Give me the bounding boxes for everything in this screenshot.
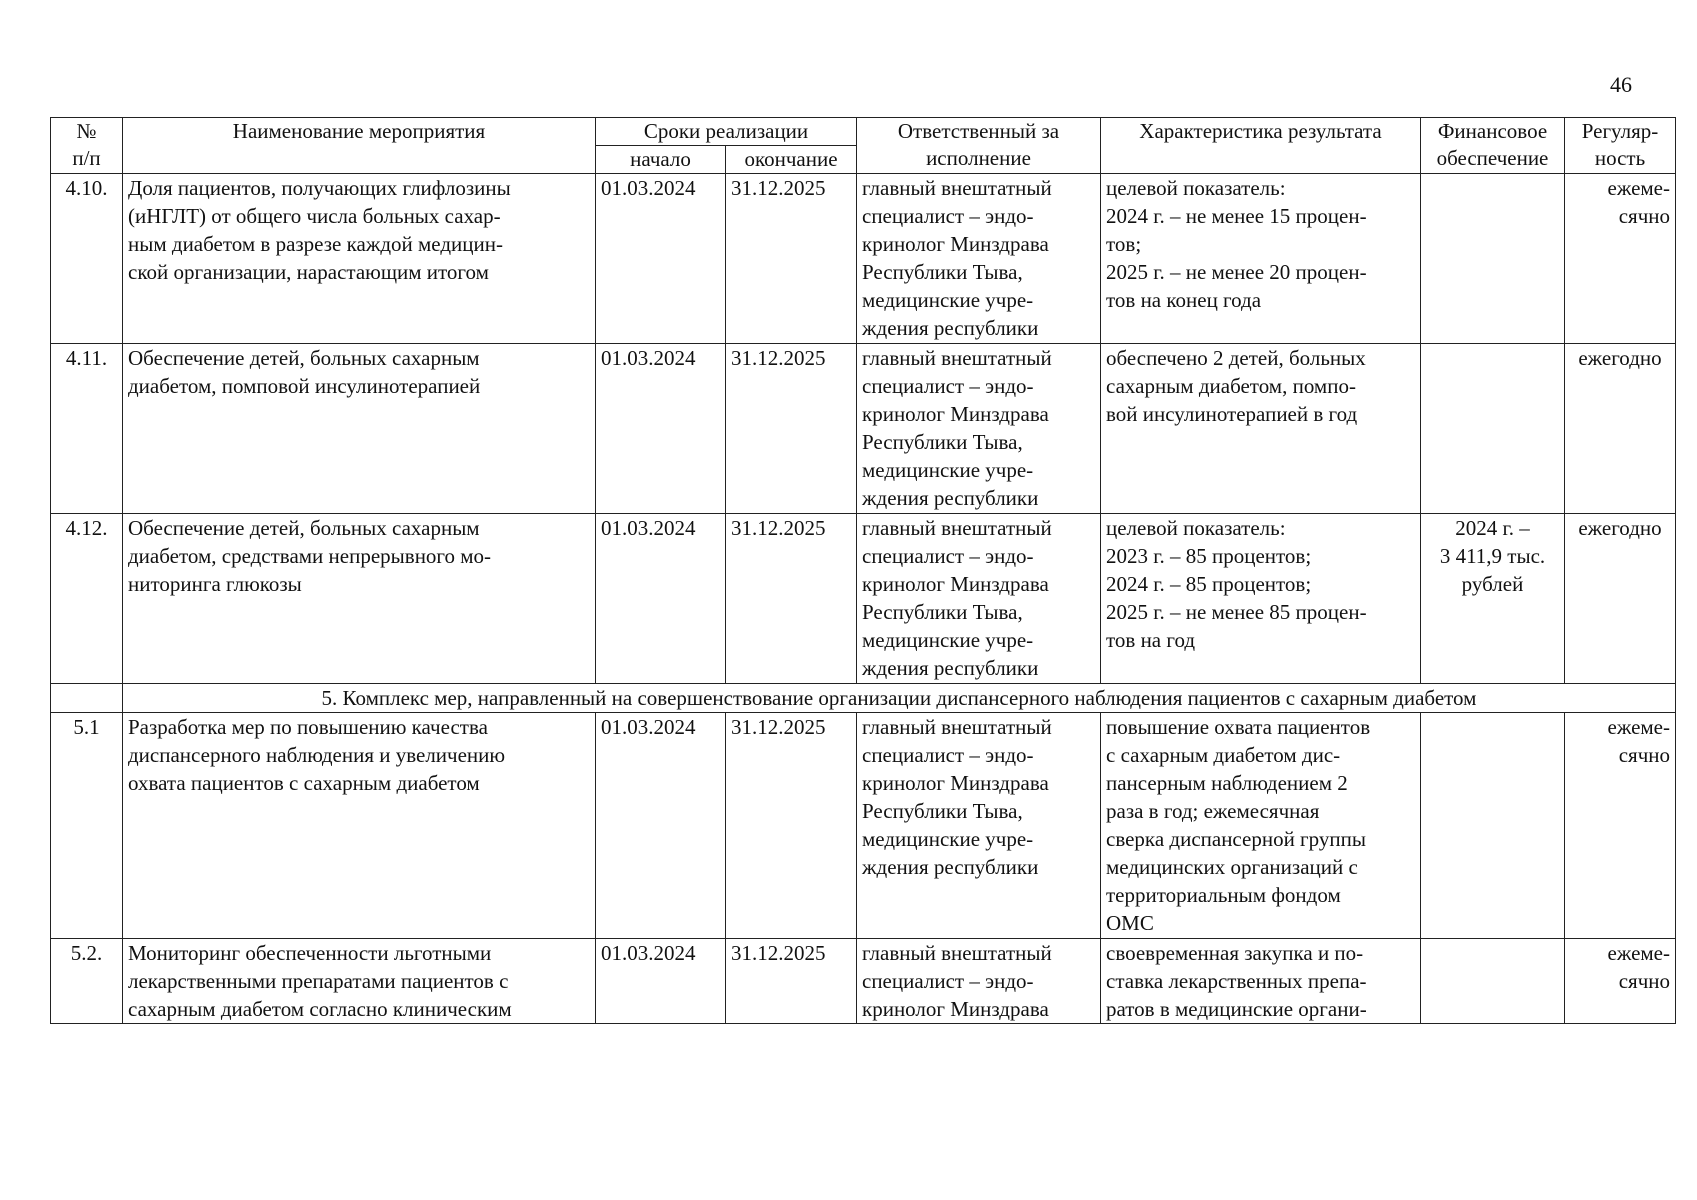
result-line: ратов в медицинские органи- [1106, 997, 1367, 1021]
result-line: с сахарным диабетом дис- [1106, 743, 1341, 767]
row-number: 4.11. [51, 344, 123, 514]
result-line: тов на конец года [1106, 288, 1262, 312]
header-num-line2: п/п [72, 146, 101, 170]
regularity [1565, 344, 1676, 514]
result-line: целевой показатель: [1106, 516, 1286, 540]
result [1101, 939, 1421, 1024]
table-row [51, 939, 1676, 1024]
start-date: 01.03.2024 [596, 713, 726, 939]
responsible-line: главный внештатный [862, 176, 1052, 200]
responsible-line: специалист – эндо- [862, 969, 1034, 993]
result-line: целевой показатель: [1106, 176, 1286, 200]
page-number: 46 [1610, 72, 1632, 97]
result-line: повышение охвата пациентов [1106, 715, 1371, 739]
result-line: вой инсулинотерапией в год [1106, 402, 1358, 426]
end-date: 31.12.2025 [726, 939, 857, 1024]
header-finance-line1: Финансовое [1437, 119, 1548, 143]
activity-name-line: Обеспечение детей, больных сахарным [128, 346, 480, 370]
finance [1421, 713, 1565, 939]
result-line: тов; [1106, 232, 1142, 256]
responsible [857, 514, 1101, 684]
header-responsible [857, 118, 1101, 174]
responsible-line: главный внештатный [862, 516, 1052, 540]
regularity-line: ежеме- [1607, 176, 1670, 200]
start-date: 01.03.2024 [596, 344, 726, 514]
table-row [51, 713, 1676, 939]
activity-name [123, 344, 596, 514]
header-finance [1421, 118, 1565, 174]
start-date: 01.03.2024 [596, 939, 726, 1024]
section-title: 5. Комплекс мер, направленный на совершенствование организации диспансерного наблюдения пациентов с сахарным диабетом [123, 684, 1676, 713]
table-row [51, 514, 1676, 684]
responsible-line: специалист – эндо- [862, 204, 1034, 228]
result-line: раза в год; ежемесячная [1106, 799, 1320, 823]
responsible-line: медицинские учре- [862, 458, 1034, 482]
header-responsible-line2: исполнение [926, 146, 1031, 170]
responsible [857, 174, 1101, 344]
result [1101, 713, 1421, 939]
header-result: Характеристика результата [1101, 118, 1421, 174]
result-line: 2023 г. – 85 процентов; [1106, 544, 1312, 568]
regularity-line: сячно [1618, 743, 1670, 767]
activity-name-line: Обеспечение детей, больных сахарным [128, 516, 480, 540]
activity-name-line: ской организации, нарастающим итогом [128, 260, 489, 284]
responsible-line: главный внештатный [862, 715, 1052, 739]
header-regularity-line1: Регуляр- [1581, 119, 1659, 143]
section-num-cell [51, 684, 123, 713]
responsible-line: кринолог Минздрава [862, 997, 1049, 1021]
finance [1421, 514, 1565, 684]
result-line: тов на год [1106, 628, 1196, 652]
header-terms: Сроки реализации [596, 118, 857, 146]
responsible-line: специалист – эндо- [862, 743, 1034, 767]
activity-name [123, 174, 596, 344]
activity-name-line: (иНГЛТ) от общего числа больных сахар- [128, 204, 501, 228]
responsible-line: кринолог Минздрава [862, 402, 1049, 426]
regularity [1565, 514, 1676, 684]
result-line: пансерным наблюдением 2 [1106, 771, 1348, 795]
activity-name-line: охвата пациентов с сахарным диабетом [128, 771, 480, 795]
result-line: 2025 г. – не менее 20 процен- [1106, 260, 1367, 284]
result [1101, 174, 1421, 344]
activity-name-line: ниторинга глюкозы [128, 572, 302, 596]
header-name: Наименование мероприятия [123, 118, 596, 174]
activity-name-line: сахарным диабетом согласно клиническим [128, 997, 512, 1021]
end-date: 31.12.2025 [726, 344, 857, 514]
activity-name-line: Разработка мер по повышению качества [128, 715, 488, 739]
activity-name-line: Мониторинг обеспеченности льготными [128, 941, 492, 965]
activity-name [123, 939, 596, 1024]
responsible-line: медицинские учре- [862, 288, 1034, 312]
responsible-line: кринолог Минздрава [862, 232, 1049, 256]
activity-name-line: диабетом, средствами непрерывного мо- [128, 544, 492, 568]
header-regularity [1565, 118, 1676, 174]
table-row [51, 344, 1676, 514]
finance [1421, 174, 1565, 344]
activity-name-line: лекарственными препаратами пациентов с [128, 969, 509, 993]
activity-name-line: диспансерного наблюдения и увеличению [128, 743, 506, 767]
result [1101, 344, 1421, 514]
result-line: территориальным фондом [1106, 883, 1341, 907]
header-end: окончание [726, 146, 857, 174]
result-line: сверка диспансерной группы [1106, 827, 1366, 851]
regularity-line: ежегодно [1578, 516, 1662, 540]
responsible-line: ждения республики [862, 486, 1039, 510]
responsible-line: Республики Тыва, [862, 260, 1023, 284]
responsible-line: главный внештатный [862, 346, 1052, 370]
responsible [857, 344, 1101, 514]
responsible-line: специалист – эндо- [862, 544, 1034, 568]
finance-line: 2024 г. – [1455, 516, 1530, 540]
regularity-line: ежеме- [1607, 941, 1670, 965]
row-number: 4.12. [51, 514, 123, 684]
responsible-line: ждения республики [862, 316, 1039, 340]
activity-name-line: диабетом, помповой инсулинотерапией [128, 374, 481, 398]
row-number: 4.10. [51, 174, 123, 344]
responsible [857, 939, 1101, 1024]
regularity-line: сячно [1618, 204, 1670, 228]
start-date: 01.03.2024 [596, 174, 726, 344]
header-num [51, 118, 123, 174]
end-date: 31.12.2025 [726, 514, 857, 684]
result [1101, 514, 1421, 684]
responsible-line: главный внештатный [862, 941, 1052, 965]
table-body [51, 174, 1676, 1024]
responsible-line: Республики Тыва, [862, 600, 1023, 624]
result-line: медицинских организаций с [1106, 855, 1358, 879]
header-start: начало [596, 146, 726, 174]
responsible-line: Республики Тыва, [862, 430, 1023, 454]
activity-name-line: Доля пациентов, получающих глифлозины [128, 176, 511, 200]
start-date: 01.03.2024 [596, 514, 726, 684]
end-date: 31.12.2025 [726, 174, 857, 344]
section-row [51, 684, 1676, 713]
finance [1421, 344, 1565, 514]
regularity [1565, 939, 1676, 1024]
responsible-line: медицинские учре- [862, 628, 1034, 652]
regularity [1565, 713, 1676, 939]
finance-line: рублей [1461, 572, 1524, 596]
responsible-line: кринолог Минздрава [862, 771, 1049, 795]
header-num-line1: № [76, 119, 97, 143]
responsible-line: медицинские учре- [862, 827, 1034, 851]
activity-name-line: ным диабетом в разрезе каждой медицин- [128, 232, 503, 256]
responsible-line: ждения республики [862, 855, 1039, 879]
responsible [857, 713, 1101, 939]
header-finance-line2: обеспечение [1436, 146, 1549, 170]
responsible-line: ждения республики [862, 656, 1039, 680]
regularity [1565, 174, 1676, 344]
header-row-1 [51, 118, 1676, 146]
result-line: сахарным диабетом, помпо- [1106, 374, 1356, 398]
finance-line: 3 411,9 тыс. [1439, 544, 1546, 568]
header-regularity-line2: ность [1594, 146, 1646, 170]
result-line: 2024 г. – не менее 15 процен- [1106, 204, 1367, 228]
finance [1421, 939, 1565, 1024]
result-line: ставка лекарственных препа- [1106, 969, 1367, 993]
result-line: 2024 г. – 85 процентов; [1106, 572, 1312, 596]
responsible-line: кринолог Минздрава [862, 572, 1049, 596]
table-row [51, 174, 1676, 344]
regularity-line: ежеме- [1607, 715, 1670, 739]
header-responsible-line1: Ответственный за [897, 119, 1060, 143]
row-number: 5.2. [51, 939, 123, 1024]
result-line: своевременная закупка и по- [1106, 941, 1364, 965]
result-line: обеспечено 2 детей, больных [1106, 346, 1366, 370]
end-date: 31.12.2025 [726, 713, 857, 939]
result-line: ОМС [1106, 911, 1154, 935]
activity-name [123, 713, 596, 939]
regularity-line: ежегодно [1578, 346, 1662, 370]
activities-table [50, 117, 1676, 1024]
row-number: 5.1 [51, 713, 123, 939]
regularity-line: сячно [1618, 969, 1670, 993]
responsible-line: Республики Тыва, [862, 799, 1023, 823]
result-line: 2025 г. – не менее 85 процен- [1106, 600, 1367, 624]
activity-name [123, 514, 596, 684]
responsible-line: специалист – эндо- [862, 374, 1034, 398]
